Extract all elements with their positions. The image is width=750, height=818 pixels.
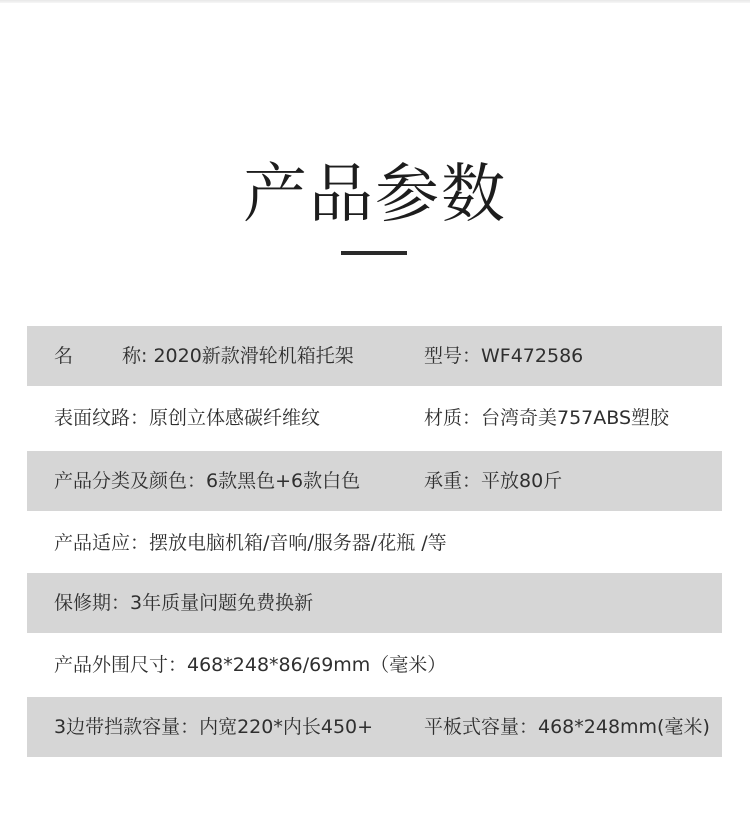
spec-edge-capacity: 3边带挡款容量：内宽220*内长450+ <box>54 716 374 738</box>
spec-surface-texture: 表面纹路：原创立体感碳纤维纹 <box>54 407 321 429</box>
spec-row-name-model <box>27 326 722 386</box>
spec-warranty: 保修期：3年质量问题免费换新 <box>54 592 314 614</box>
spec-name-label: 名 <box>54 345 74 367</box>
title-underline <box>341 251 407 255</box>
spec-row-application <box>27 513 722 573</box>
spec-row-capacity <box>27 697 722 757</box>
spec-row-category-load <box>27 451 722 511</box>
spec-row-outer-size <box>27 635 722 695</box>
spec-name-value: 称: 2020新款滑轮机箱托架 <box>122 345 354 367</box>
spec-load-capacity: 承重：平放80斤 <box>424 470 563 492</box>
spec-material: 材质：台湾奇美757ABS塑胶 <box>424 407 670 429</box>
spec-category-colors: 产品分类及颜色：6款黑色+6款白色 <box>54 470 361 492</box>
page-title: 产品参数 <box>243 158 507 232</box>
spec-row-surface-material <box>27 388 722 448</box>
spec-model: 型号：WF472586 <box>424 345 584 367</box>
spec-outer-size: 产品外围尺寸：468*248*86/69mm（毫米） <box>54 654 447 676</box>
spec-row-warranty <box>27 573 722 633</box>
spec-application: 产品适应：摆放电脑机箱/音响/服务器/花瓶 /等 <box>54 532 447 554</box>
spec-flat-capacity: 平板式容量：468*248mm(毫米) <box>424 716 710 738</box>
top-divider <box>0 0 750 3</box>
